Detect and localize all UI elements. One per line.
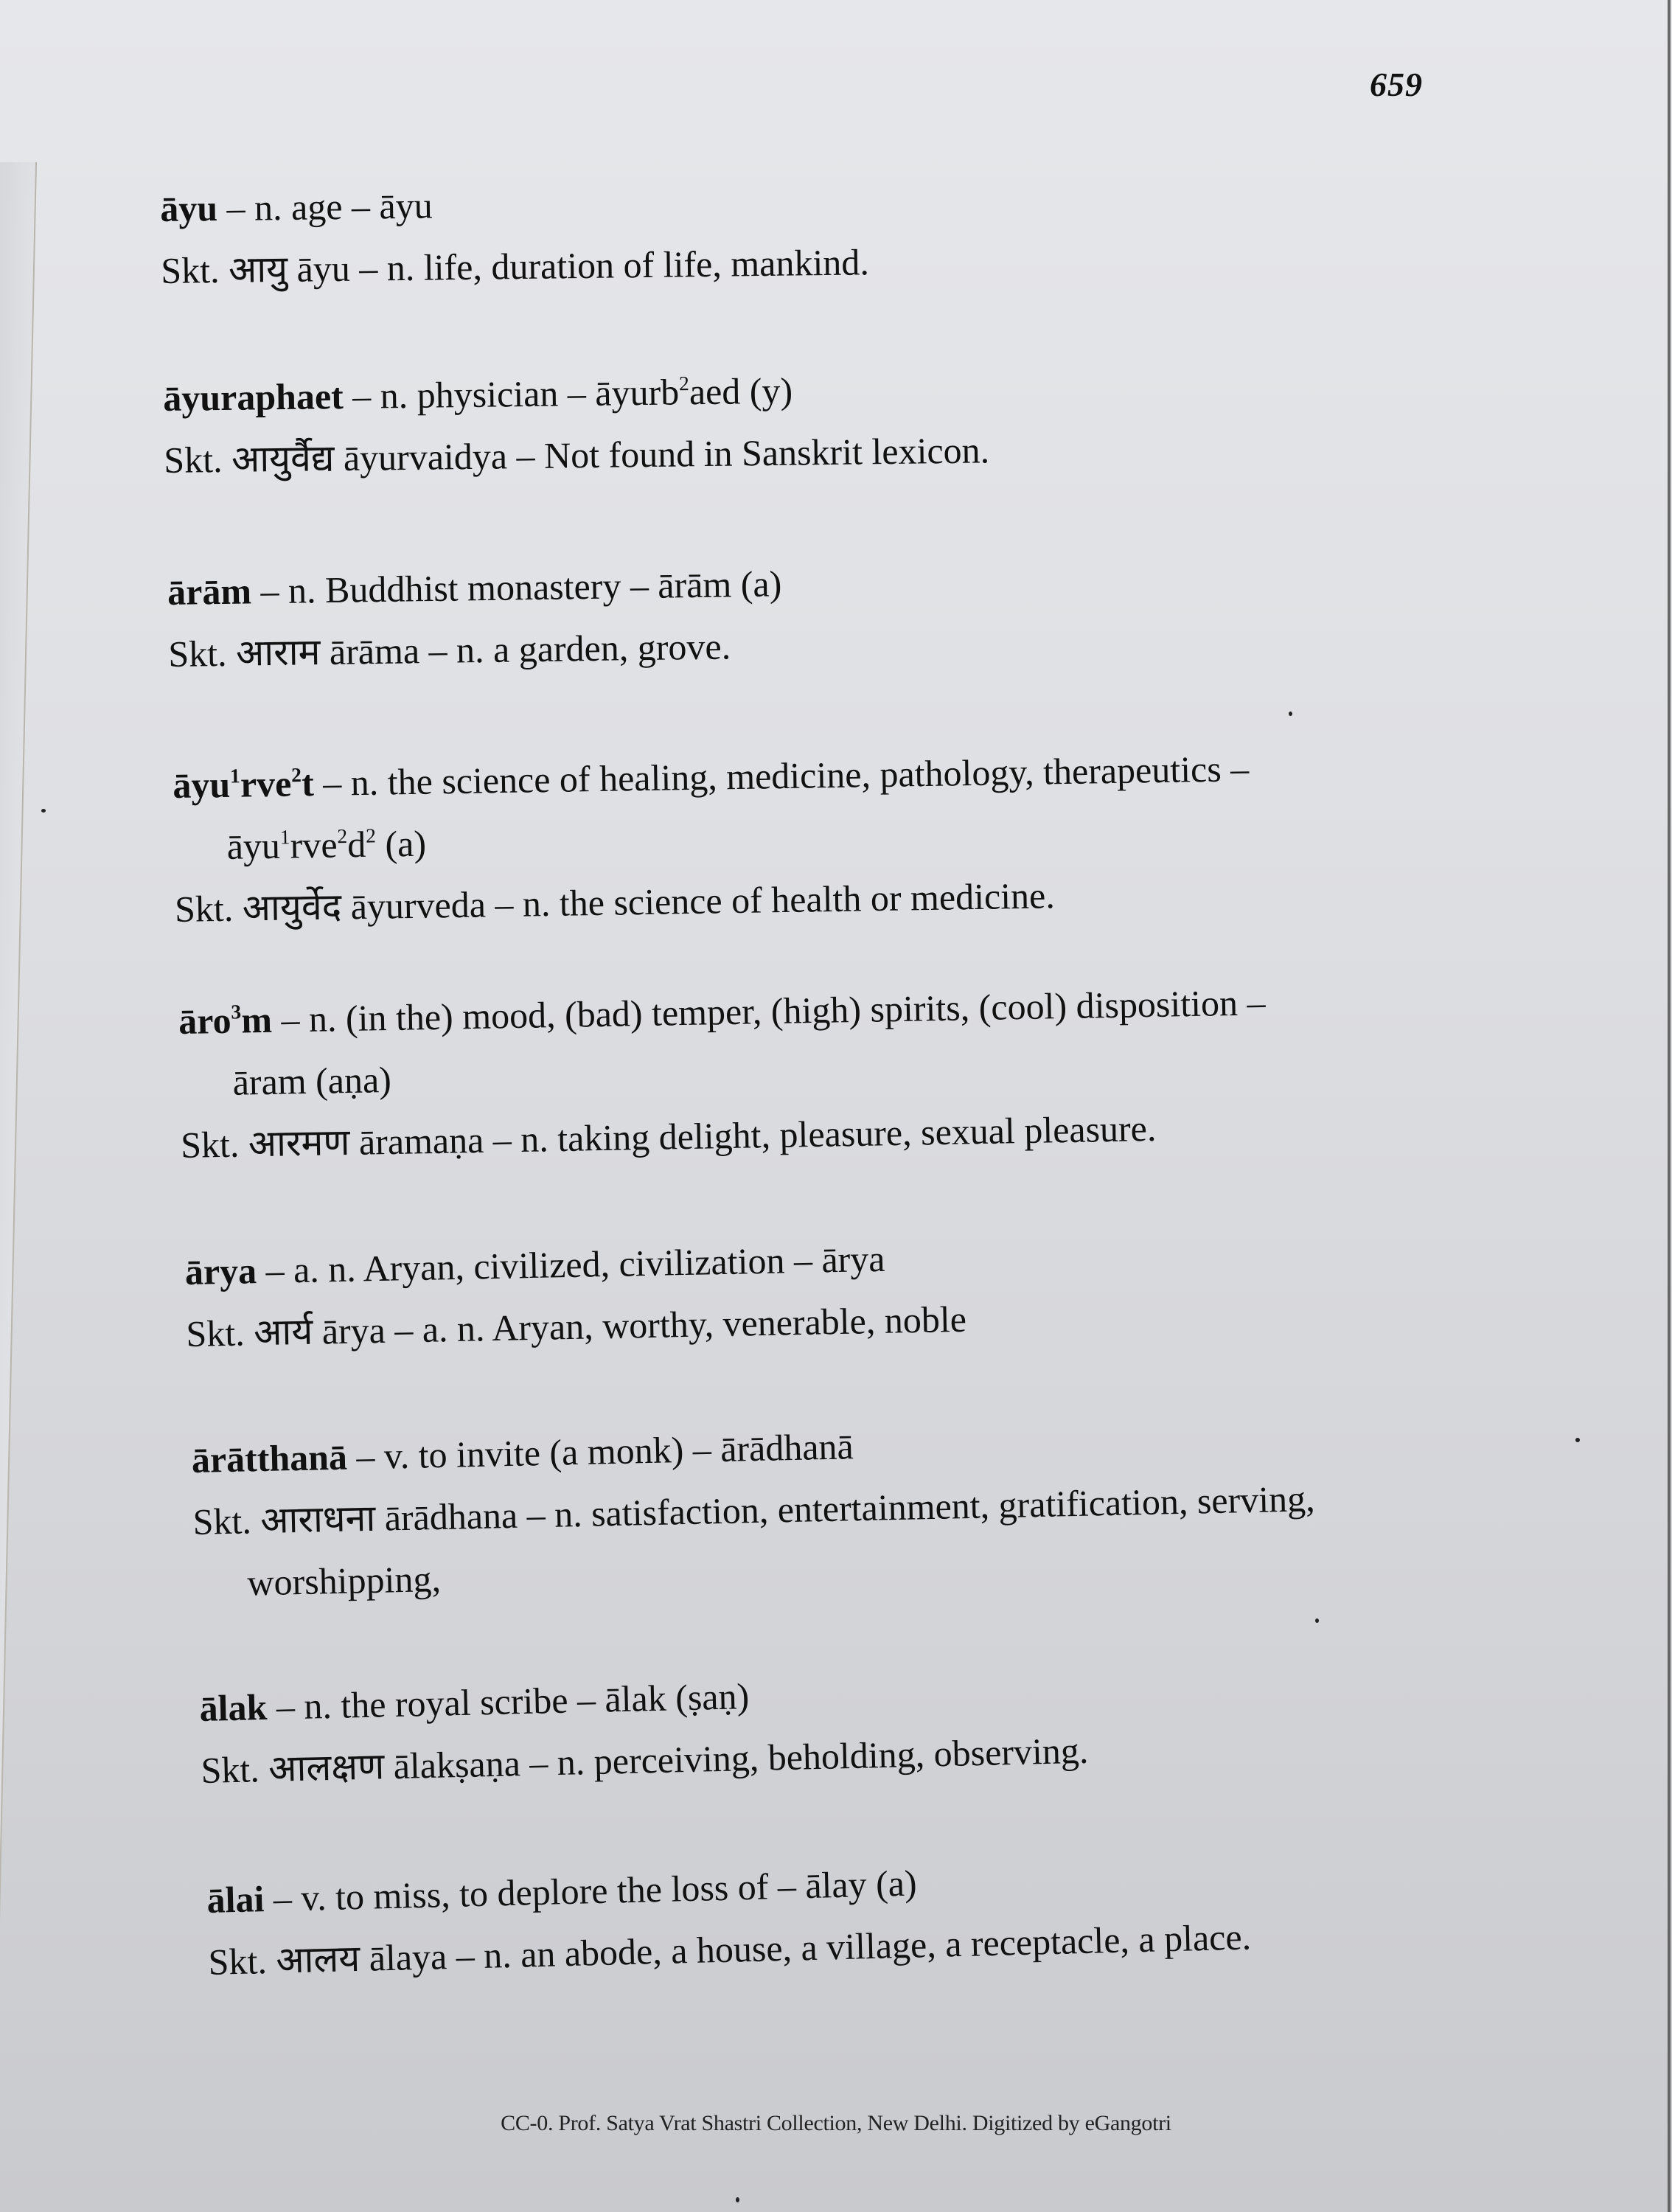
sanskrit-line (167, 625, 783, 675)
text-part: d (346, 823, 366, 866)
headword-part: āyu (172, 763, 231, 807)
entry-continuation (173, 812, 1250, 866)
superscript: 2 (337, 824, 348, 848)
sanskrit-line (200, 1729, 1089, 1791)
sanskrit-line (207, 1916, 1252, 1983)
headword-part: rve (240, 762, 292, 805)
superscript: 2 (365, 824, 377, 847)
skt-translit: ārya (321, 1309, 386, 1352)
dictionary-entry (173, 750, 1252, 953)
skt-translit: āyu (296, 247, 351, 290)
entry-line (167, 565, 782, 611)
skt-definition: – n. taking delight, pleasure, sexual pleasure. (483, 1107, 1157, 1161)
skt-translit: āramaṇa (358, 1119, 484, 1163)
definition: – n. age – āyu (217, 184, 433, 229)
skt-devanagari: आयु (228, 248, 288, 291)
page-number: 659 (1370, 66, 1423, 103)
definition: – n. the science of healing, medicine, pathology, therapeutics – (313, 748, 1250, 804)
skt-translit: ārāma (329, 630, 420, 672)
headword: āyu (159, 187, 218, 230)
entry-line (159, 181, 868, 230)
dictionary-entry (206, 1856, 1252, 2006)
skt-definition: – Not found in Sanskrit lexicon. (506, 429, 990, 477)
headword: ālak (199, 1686, 268, 1730)
skt-translit: ālaya (369, 1935, 447, 1979)
skt-devanagari: आराधना (259, 1497, 376, 1542)
headword: ārātthanā (191, 1436, 348, 1481)
dictionary-entry (163, 369, 990, 504)
skt-devanagari: आरमण (248, 1121, 350, 1165)
superscript: 2 (290, 763, 302, 787)
sanskrit-line (164, 431, 989, 479)
headword-part: āro (178, 999, 232, 1043)
headword: ālai (206, 1878, 265, 1921)
sanskrit-line (181, 1107, 1268, 1164)
speck (1289, 712, 1292, 716)
superscript: 1 (279, 825, 290, 849)
headword: āyuraphaet (162, 375, 344, 420)
skt-prefix: Skt. (180, 1123, 249, 1166)
speck (1315, 1618, 1319, 1623)
headword (173, 762, 314, 806)
skt-translit: āyurveda (350, 883, 487, 928)
definition: – n. Buddhist monastery – ārām (a) (251, 563, 782, 612)
dictionary-entry (167, 565, 783, 698)
skt-translit: ālakṣaṇa (393, 1742, 521, 1787)
skt-definition: – n. life, duration of life, mankind. (349, 241, 870, 289)
dictionary-entry (160, 181, 870, 314)
skt-devanagari: आलय (275, 1937, 360, 1981)
definition: – n. (in the) mood, (bad) temper, (high) spirits, (cool) disposition – (271, 981, 1266, 1040)
skt-definition: – n. satisfaction, entertainment, gratification, serving, (517, 1478, 1316, 1536)
skt-prefix: Skt. (207, 1939, 276, 1983)
superscript: 2 (678, 372, 689, 395)
skt-translit: āyurvaidya (343, 435, 508, 479)
skt-devanagari: आयुर्वेद (242, 886, 342, 929)
skt-devanagari: आलक्षण (268, 1745, 385, 1790)
headword-part: m (240, 998, 273, 1041)
headword-part: t (301, 762, 315, 804)
text-part: āyu (226, 824, 281, 867)
skt-definition: – n. an abode, a house, a village, a receptacle, a place. (446, 1916, 1252, 1978)
definition: – v. to miss, to deplore the loss of – ālay (a) (263, 1862, 918, 1920)
text-part: rve (290, 824, 338, 866)
headword: ārām (167, 570, 252, 613)
skt-prefix: Skt. (167, 632, 237, 675)
skt-prefix: Skt. (160, 248, 229, 291)
text-part: (a) (375, 822, 427, 865)
dictionary-entry (178, 981, 1269, 1189)
skt-devanagari: आर्य (253, 1310, 313, 1354)
speck (41, 809, 46, 813)
dictionary-entry (184, 1239, 967, 1377)
entry-line (178, 981, 1266, 1043)
entry-continuation: āram (aṇa) (232, 1058, 392, 1103)
headword (178, 999, 273, 1042)
definition: – n. physician – āyurb (343, 371, 680, 417)
entry-line (199, 1670, 1087, 1730)
skt-definition: – n. the science of health or medicine. (485, 874, 1056, 925)
sanskrit-line (192, 1478, 1316, 1543)
definition: – v. to invite (a monk) – ārādhanā (346, 1425, 854, 1478)
definition: aed (y) (689, 369, 793, 413)
headword: ārya (184, 1250, 257, 1293)
entry-line (206, 1856, 1250, 1919)
skt-devanagari: आराम (235, 631, 321, 674)
skt-definition: – a. n. Aryan, worthy, venerable, noble (385, 1298, 967, 1351)
speck (1575, 1438, 1580, 1442)
skt-prefix: Skt. (192, 1500, 261, 1543)
skt-definition: – n. a garden, grove. (419, 625, 731, 672)
entry-line (184, 1237, 965, 1293)
skt-definition: – n. perceiving, beholding, observing. (520, 1729, 1089, 1784)
superscript: 3 (231, 1000, 242, 1023)
skt-prefix: Skt. (163, 438, 232, 481)
definition: – a. n. Aryan, civilized, civilization – ārya (256, 1237, 885, 1292)
skt-prefix: Skt. (185, 1312, 254, 1354)
definition: – n. the royal scribe – ālak (ṣaṇ) (266, 1675, 750, 1728)
dictionary-entry (191, 1418, 1317, 1627)
dictionary-entry (199, 1670, 1090, 1814)
entry-line (162, 369, 989, 420)
sanskrit-line (161, 243, 869, 289)
speck (736, 2197, 739, 2202)
superscript: 1 (229, 764, 241, 787)
sanskrit-line (185, 1298, 967, 1354)
skt-devanagari: आयुर्वैद्य (231, 437, 335, 480)
skt-prefix: Skt. (200, 1747, 269, 1791)
digitization-credit: CC-0. Prof. Satya Vrat Shastri Collection, New Delhi. Digitized by eGangotri (501, 2111, 1171, 2135)
sanskrit-line (175, 874, 1252, 928)
skt-translit: ārādhana (384, 1494, 518, 1539)
entry-line (172, 748, 1250, 807)
skt-prefix: Skt. (174, 887, 243, 930)
entry-line (191, 1418, 1314, 1481)
sanskrit-continuation: worshipping, (246, 1557, 442, 1604)
